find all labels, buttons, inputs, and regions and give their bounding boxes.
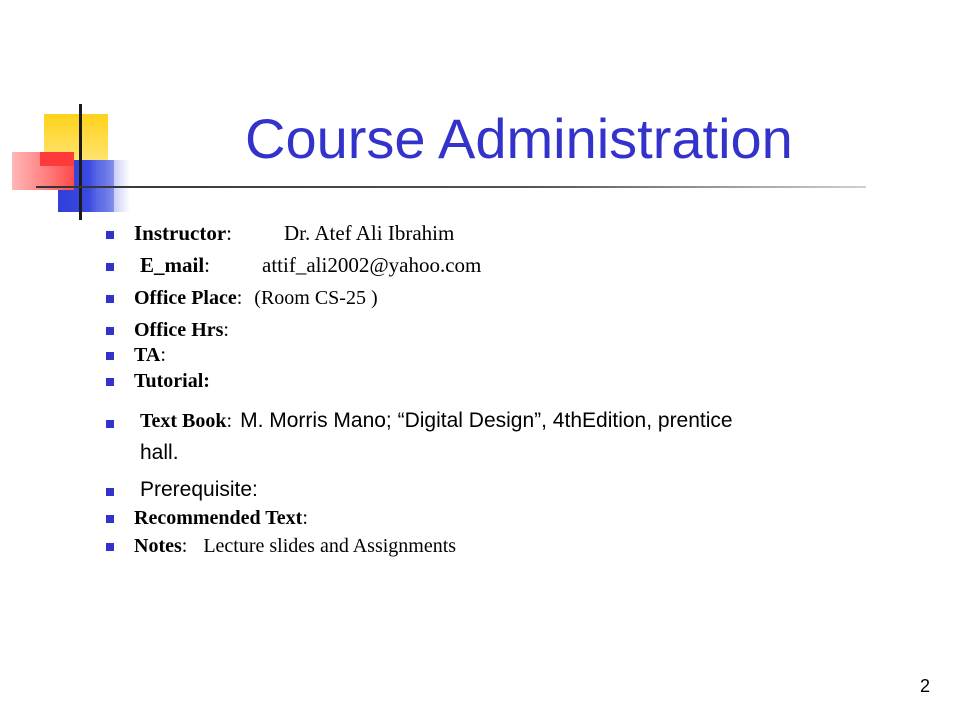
item-label: Instructor xyxy=(134,221,227,245)
title-decoration-red-band xyxy=(40,152,74,166)
bullet-text xyxy=(134,285,378,311)
item-separator: : xyxy=(236,287,243,309)
item-label: Text Book xyxy=(140,410,227,432)
bullet-text xyxy=(134,368,210,394)
item-value: (Room CS-25 ) xyxy=(254,287,378,309)
bullet-marker-icon xyxy=(106,515,114,523)
slide-title: Course Administration xyxy=(245,107,793,170)
title-underline xyxy=(36,186,866,188)
bullet-marker-icon xyxy=(106,327,114,335)
item-label: Tutorial: xyxy=(134,370,210,392)
item-separator: : xyxy=(160,344,166,366)
page-number: 2 xyxy=(919,676,930,696)
item-value: Dr. Atef Ali Ibrahim xyxy=(284,221,455,245)
bullet-marker-icon xyxy=(106,231,114,239)
item-label: E_mail xyxy=(140,253,205,277)
bullet-marker-icon xyxy=(106,488,114,496)
bullet-text xyxy=(134,317,229,343)
bullet-text xyxy=(140,476,258,504)
item-label: Prerequisite: xyxy=(140,478,258,501)
bullet-marker-icon xyxy=(106,295,114,303)
bullet-text xyxy=(140,252,481,278)
item-separator: : xyxy=(302,507,308,529)
item-separator: : xyxy=(181,535,188,557)
item-label: Office Hrs xyxy=(134,319,224,341)
item-label: Recommended Text xyxy=(134,507,303,529)
bullet-marker-icon xyxy=(106,352,114,360)
item-separator: : xyxy=(226,221,232,245)
bullet-text xyxy=(140,406,733,436)
bullet-marker-icon xyxy=(106,420,114,428)
bullet-marker-icon xyxy=(106,378,114,386)
bullet-text xyxy=(134,220,454,246)
item-label: Office Place xyxy=(134,287,237,309)
bullet-marker-icon xyxy=(106,263,114,271)
bullet-text xyxy=(134,342,166,368)
item-value: attif_ali2002@yahoo.com xyxy=(262,253,482,277)
item-value: Lecture slides and Assignments xyxy=(203,535,457,557)
item-label: TA xyxy=(134,344,161,366)
bullet-text xyxy=(134,505,308,531)
item-separator: : xyxy=(226,410,233,432)
item-label: Notes xyxy=(134,535,182,557)
item-separator: : xyxy=(204,253,211,277)
item-separator: : xyxy=(223,319,229,341)
item-value: M. Morris Mano; “Digital Design”, 4thEdition, prentice xyxy=(240,409,733,432)
title-decoration-vertical-line xyxy=(79,104,82,220)
bullet-marker-icon xyxy=(106,543,114,551)
item-value-continued: hall. xyxy=(140,441,179,464)
bullet-text xyxy=(134,533,456,559)
